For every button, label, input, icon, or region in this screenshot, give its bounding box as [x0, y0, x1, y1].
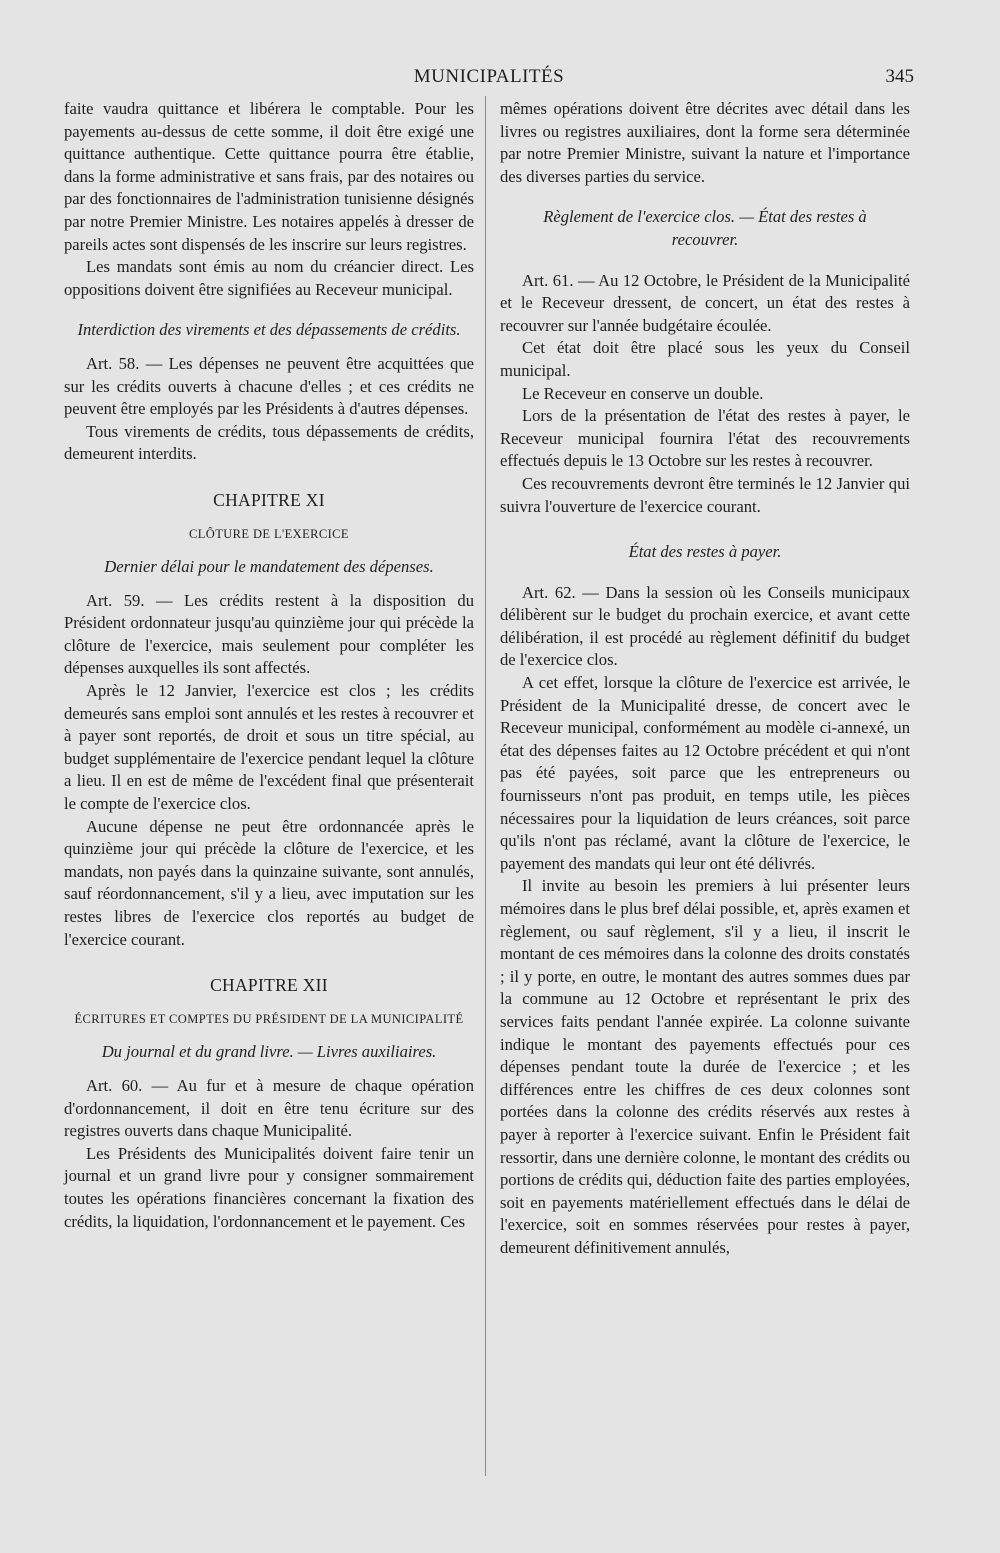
paragraph: Le Receveur en conserve un double.	[522, 383, 764, 403]
paragraph: mêmes opérations doivent être décrites avec détail dans les livres ou registres auxiliaires, dont la forme sera déterminée par notre Premier Ministre, suivant la nature et l'importance des diverses parties du service.	[500, 99, 910, 186]
article-59: Art. 59. — Les crédits restent à la disposition du Président ordonnateur jusqu'au quinzième jour qui précède la clôture de l'exercice, mais seulement pour compléter les dépenses auxquelles ils sont affectés.	[64, 590, 474, 678]
paragraph: Cet état doit être placé sous les yeux du Conseil municipal.	[500, 338, 910, 380]
paragraph: Après le 12 Janvier, l'exercice est clos ; les crédits demeurés sans emploi sont annulés et les restes à recouvrer et à payer sont reportés, de droit et sous un titre spécial, au budget supplémentaire de l'exercice pendant lequel la clôture a lieu. Il en est de même de l'excédent final que présenterait le compte de l'exercice clos.	[64, 681, 474, 814]
section-subheading: Interdiction des virements et des dépassements de crédits.	[77, 320, 461, 340]
paragraph: A cet effet, lorsque la clôture de l'exercice est arrivée, le Président de la Municipalité dresse, de concert avec le Receveur municipal, conformément au modèle ci-annexé, un état des dépenses faites au 12 Octobre précédent et qui n'ont pas été payées, soit parce que les entrepreneurs ou fournisseurs n'ont pas produit, en temps utile, les pièces nécessaires pour la liquidation de leurs créances, soit parce qu'ils n'ont pas réclamé, avant la clôture de l'exercice, le payement des mandats qui leur ont été délivrés.	[500, 673, 910, 873]
left-column	[64, 98, 474, 1233]
chapter-heading: CHAPITRE XII	[210, 975, 328, 996]
paragraph: faite vaudra quittance et libérera le comptable. Pour les payements au-dessus de cette somme, il doit être exigé une quittance authentique. Cette quittance pourra être établie, dans la forme administrative et sans frais, par des notaires ou par des fonctionnaires de l'administration tunisienne désignés par notre Premier Ministre. Les notaires appelés à dresser de pareils actes sont dispensés de les inscrire sur leurs registres.	[64, 99, 474, 254]
paragraph: Aucune dépense ne peut être ordonnancée après le quinzième jour qui précède la clôture de l'exercice, et les mandats, non payés dans la quinzaine suivante, sont annulés, sauf réordonnancement, s'il y a lieu, avec imputation sur les restes libres de l'exercice clos reportés au budget de l'exercice courant.	[64, 816, 474, 949]
paragraph: Il invite au besoin les premiers à lui présenter leurs mémoires dans le plus bref délai possible, et, après examen et règlement, ou sauf règlement, s'il y a lieu, il inscrit le montant de ces mémoires dans la colonne des droits constatés ; il y porte, en outre, le montant des autres sommes dues par la commune au 12 Octobre et représentant le prix des services faits pendant l'année expirée. La colonne suivante indique le montant des payements effectués pour ces dépenses pendant toute la durée de l'exercice ; et les différences entre les chiffres de ces deux colonnes sont portées dans la colonne des crédits réservés aux restes à payer à reporter à l'exercice suivant. Enfin le Président fait ressortir, dans une dernière colonne, le montant des crédits ou portions de crédits qui, déduction faite des parties employées, soit en payements matériellement effectués dans le délai de l'exercice, soit en sommes réservées pour restes à payer, demeurent définitivement annulés,	[500, 876, 910, 1257]
section-subheading: État des restes à payer.	[628, 542, 782, 562]
paragraph: Lors de la présentation de l'état des restes à payer, le Receveur municipal fournira l'état des recouvrements effectués depuis le 13 Octobre sur les restes à recouvrer.	[500, 406, 910, 471]
section-subheading: Dernier délai pour le mandatement des dépenses.	[104, 557, 434, 577]
section-subheading: Règlement de l'exercice clos. — État des restes à recouvrer.	[543, 207, 867, 249]
page-number: 345	[885, 66, 914, 87]
article-60: Art. 60. — Au fur et à mesure de chaque opération d'ordonnancement, il doit en être tenu écriture sur des registres ouverts dans chaque Municipalité.	[64, 1075, 474, 1141]
article-61: Art. 61. — Au 12 Octobre, le Président de la Municipalité et le Receveur dressent, de concert, un état des restes à recouvrer sur l'année budgétaire écoulée.	[500, 270, 910, 335]
chapter-title: ÉCRITURES ET COMPTES DU PRÉSIDENT DE LA MUNICIPALITÉ	[74, 1011, 464, 1026]
article-58: Art. 58. — Les dépenses ne peuvent être acquittées que sur les crédits ouverts à chacune d'elles ; et ces crédits ne peuvent être employés par les Présidents à d'autres dépenses.	[64, 353, 474, 419]
paragraph: Les Présidents des Municipalités doivent faire tenir un journal et un grand livre pour y consigner sommairement toutes les opérations financières concernant la fixation des crédits, la liquidation, l'ordonnancement et le payement. Ces	[64, 1143, 474, 1231]
chapter-title: CLÔTURE DE L'EXERCICE	[189, 526, 349, 541]
article-62: Art. 62. — Dans la session où les Conseils municipaux délibèrent sur le budget du prochain exercice, et avant cette délibération, il est procédé au règlement définitif du budget de l'exercice clos.	[500, 582, 910, 670]
paragraph: Les mandats sont émis au nom du créancier direct. Les oppositions doivent être signifiées au Receveur municipal.	[64, 257, 474, 299]
chapter-heading: CHAPITRE XI	[213, 489, 325, 510]
running-header	[64, 66, 914, 92]
paragraph: Tous virements de crédits, tous dépassements de crédits, demeurent interdits.	[64, 421, 474, 464]
right-column	[500, 98, 910, 1260]
running-title: MUNICIPALITÉS	[413, 66, 565, 87]
section-subheading: Du journal et du grand livre. — Livres auxiliaires.	[101, 1042, 437, 1062]
column-divider	[485, 96, 486, 1476]
paragraph: Ces recouvrements devront être terminés le 12 Janvier qui suivra l'ouverture de l'exercice courant.	[500, 473, 910, 516]
